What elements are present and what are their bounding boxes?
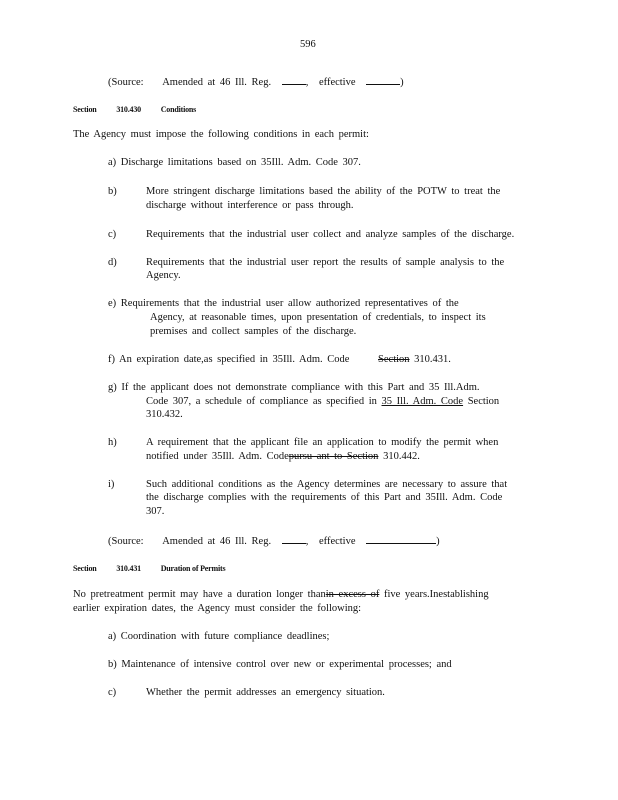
- item-text: notified under 35Ill. Adm. Code: [146, 451, 289, 462]
- source-prefix: (Source:: [108, 536, 144, 547]
- source-sep: ,: [305, 77, 309, 88]
- item-label: h): [108, 437, 117, 448]
- blank-register-number: [282, 533, 306, 544]
- duration-paragraph-line: earlier expiration dates, the Agency must consider the following:: [73, 603, 362, 614]
- item-text: Discharge limitations based on 35Ill. Adm. Code 307.: [120, 157, 361, 168]
- item-text: An expiration date,as specified in 35Ill. Adm. Code: [119, 354, 350, 365]
- section-number: 310.431: [116, 564, 141, 573]
- item-text: 307.: [146, 506, 165, 517]
- item-text: Requirements that the industrial user collect and analyze samples of the discharge.: [146, 229, 515, 240]
- source-effective: effective: [318, 77, 356, 88]
- paragraph-text: five years.Inestablishing: [383, 589, 489, 600]
- struck-text: pursu ant to Section: [288, 451, 379, 462]
- item-text: Section: [467, 396, 500, 407]
- item-text: Such additional conditions as the Agency determines are necessary to assure that: [146, 479, 508, 490]
- section-title: Duration of Permits: [160, 564, 226, 573]
- item-text: Whether the permit addresses an emergency situation.: [146, 687, 385, 698]
- item-label: f): [108, 354, 115, 365]
- page-number: 596: [300, 39, 316, 50]
- section-title: Conditions: [160, 105, 197, 114]
- item-text: premises and collect samples of the discharge.: [150, 326, 357, 337]
- item-label: c): [108, 229, 117, 240]
- blank-effective-date: [366, 74, 400, 85]
- source-text: Amended at 46 Ill. Reg.: [162, 536, 272, 547]
- item-text: Requirements that the industrial user report the results of sample analysis to the: [146, 257, 505, 268]
- item-label: a): [108, 157, 117, 168]
- inserted-text: 35 Ill. Adm. Code: [381, 396, 464, 407]
- item-label: b): [108, 659, 117, 670]
- item-text: 310.431.: [414, 354, 451, 365]
- section-heading: [73, 562, 225, 575]
- blank-effective-date: [366, 533, 436, 544]
- list-item: [108, 353, 451, 366]
- item-text-line: [146, 395, 499, 408]
- list-item: [108, 381, 480, 394]
- item-text: Agency.: [146, 270, 181, 281]
- item-label: d): [108, 257, 117, 268]
- list-item: [108, 630, 329, 643]
- source-note: [108, 74, 404, 89]
- struck-text: in excess of: [325, 589, 380, 600]
- blank-register-number: [282, 74, 306, 85]
- source-text: Amended at 46 Ill. Reg.: [162, 77, 272, 88]
- list-item: [108, 297, 459, 310]
- item-text: Requirements that the industrial user allow authorized representatives of the: [120, 298, 459, 309]
- intro-paragraph: The Agency must impose the following conditions in each permit:: [73, 129, 369, 140]
- item-label: c): [108, 687, 117, 698]
- item-label: a): [108, 631, 117, 642]
- item-text: Agency, at reasonable times, upon presentation of credentials, to inspect its: [150, 312, 486, 323]
- item-text: Code 307, a schedule of compliance as specified in: [146, 396, 377, 407]
- section-number: 310.430: [116, 105, 141, 114]
- source-close: ): [436, 536, 440, 547]
- source-close: ): [400, 77, 404, 88]
- list-item: [108, 658, 452, 671]
- struck-text: Section: [378, 354, 410, 365]
- item-text: the discharge complies with the requirements of this Part and 35Ill. Adm. Code: [146, 492, 503, 503]
- item-text: discharge without interference or pass through.: [146, 200, 354, 211]
- item-text: Maintenance of intensive control over new or experimental processes; and: [121, 659, 452, 670]
- item-text: 310.432.: [146, 409, 183, 420]
- list-item: [108, 156, 361, 169]
- item-label: g): [108, 382, 117, 393]
- source-note: [108, 533, 440, 548]
- paragraph-text: No pretreatment permit may have a duration longer than: [73, 589, 326, 600]
- source-sep: ,: [305, 536, 309, 547]
- item-text: More stringent discharge limitations based the ability of the POTW to treat the: [146, 186, 501, 197]
- item-label: e): [108, 298, 117, 309]
- item-text: If the applicant does not demonstrate compliance with this Part and 35 Ill.Adm.: [121, 382, 480, 393]
- item-text: A requirement that the applicant file an application to modify the permit when: [146, 437, 499, 448]
- item-label: i): [108, 479, 115, 490]
- section-label: Section: [73, 564, 97, 573]
- source-effective: effective: [318, 536, 356, 547]
- section-heading: [73, 103, 196, 116]
- item-text: Coordination with future compliance deadlines;: [120, 631, 330, 642]
- duration-paragraph-line: [73, 588, 489, 601]
- item-text-line: [146, 450, 420, 463]
- item-text: 310.442.: [383, 451, 420, 462]
- item-label: b): [108, 186, 117, 197]
- source-prefix: (Source:: [108, 77, 144, 88]
- section-label: Section: [73, 105, 97, 114]
